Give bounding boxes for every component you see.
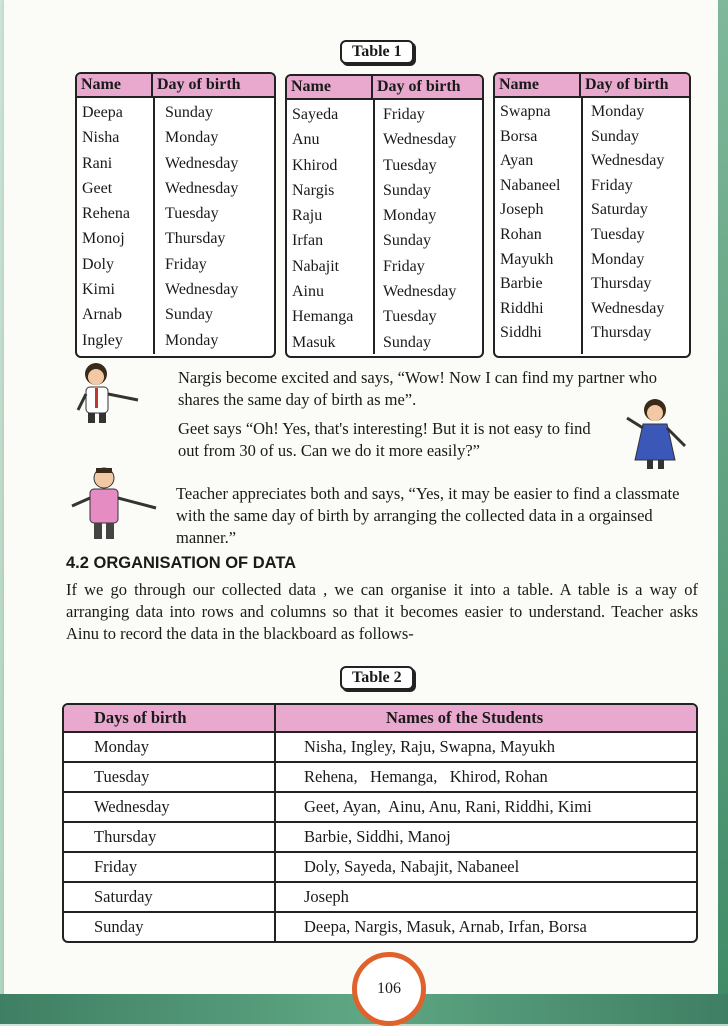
table-cell: Saturday [64, 883, 276, 911]
geet-dialogue: Geet says “Oh! Yes, that's interesting! But it is not easy to find out from 30 of us. Can we do it more easily?” [178, 419, 591, 460]
table-row [64, 883, 696, 913]
table-cell: Sayeda [292, 106, 339, 123]
table-cell: Sunday [165, 306, 213, 324]
table-cell: Geet, Ayan, Ainu, Anu, Rani, Riddhi, Kimi [304, 797, 592, 816]
table-cell: Swapna [500, 103, 551, 120]
table-cell: Thursday [165, 230, 226, 248]
table-cell: Barbie, Siddhi, Manoj [304, 827, 451, 846]
name-column-header: Name [77, 74, 153, 96]
table-cell: Friday [591, 176, 633, 194]
table1-header [77, 74, 274, 98]
table-cell: Tuesday [591, 225, 645, 243]
table-cell: Doly, Sayeda, Nabajit, Nabaneel [304, 857, 520, 876]
table-cell: Monday [165, 129, 219, 147]
table-cell: Riddhi [500, 299, 544, 317]
page-edge [718, 0, 728, 1024]
table-cell: Barbie [500, 275, 543, 293]
section-body: If we go through our collected data , we can organise it into a table. A table is a way of arranging data into rows and columns so that it becomes easier to understand. Teacher asks Ainu to record the data in the blackboard as follows- [66, 580, 698, 643]
table-cell: Friday [383, 257, 425, 275]
table1-block-2 [285, 74, 484, 358]
table-cell: Deepa [82, 104, 123, 121]
table-cell: Khirod [292, 156, 338, 174]
table-cell: Monday [383, 207, 437, 225]
girl-figure-icon [70, 360, 150, 425]
page-number [352, 952, 426, 1026]
table-cell: Rehena [82, 205, 130, 223]
table-cell: Geet [82, 179, 113, 197]
table-cell: Monoj [82, 230, 125, 248]
table-cell: Wednesday [165, 154, 239, 172]
table-cell: Friday [383, 106, 425, 123]
table-cell: Nabaneel [500, 176, 561, 194]
table-cell: Siddhi [500, 324, 542, 342]
table-cell: Thursday [64, 823, 276, 851]
table-cell: Sunday [591, 127, 639, 145]
table-row [64, 823, 696, 853]
name-column [495, 98, 583, 354]
day-column [375, 100, 460, 355]
table-row [64, 913, 696, 941]
name-column [77, 98, 155, 354]
table-cell: Nisha, Ingley, Raju, Swapna, Mayukh [304, 737, 555, 756]
table-cell: Rehena, Hemanga, Khirod, Rohan [304, 767, 548, 786]
table-cell: Monday [165, 331, 219, 349]
teacher-dialogue: Teacher appreciates both and says, “Yes, it may be easier to find a classmate with the same day of birth by arranging the collected data in a orgainsed manner.” [176, 484, 680, 547]
table-row [64, 793, 696, 823]
table-cell: Sunday [383, 232, 431, 250]
table1-block-1 [75, 72, 276, 358]
table-cell: Wednesday [165, 281, 239, 299]
table-row [64, 853, 696, 883]
table-cell: Rani [82, 154, 113, 172]
day-column [583, 98, 668, 354]
table-row [64, 733, 696, 763]
table-cell: Rohan [500, 225, 542, 243]
table-cell: Tuesday [165, 205, 219, 223]
table-cell: Friday [64, 853, 276, 881]
table-cell: Tuesday [64, 763, 276, 791]
name-column [287, 100, 375, 354]
table-cell: Ainu [292, 283, 324, 301]
day-column-header: Day of birth [585, 76, 669, 93]
day-column [155, 98, 242, 354]
table-cell: Nisha [82, 129, 120, 147]
table2 [62, 703, 698, 943]
name-column-header: Name [495, 74, 581, 96]
table-cell: Wednesday [64, 793, 276, 821]
table-cell: Kimi [82, 281, 115, 299]
table-cell: Ingley [82, 331, 123, 349]
table-cell: Irfan [292, 232, 324, 250]
table-cell: Borsa [500, 127, 538, 145]
table-cell: Sunday [383, 333, 431, 351]
table-cell: Sunday [64, 913, 276, 941]
table1-caption: Table 1 [340, 40, 414, 64]
table-cell: Joseph [500, 201, 544, 219]
table-cell: Wednesday [165, 179, 239, 197]
table-cell: Mayukh [500, 250, 554, 268]
table1-header [495, 74, 689, 98]
table-cell: Tuesday [383, 308, 437, 326]
table-cell: Monday [591, 103, 645, 120]
table2-caption: Table 2 [340, 666, 414, 690]
table-cell: Wednesday [591, 152, 665, 170]
table-cell: Thursday [591, 275, 652, 293]
table1-block-3 [493, 72, 691, 358]
table-cell: Nargis [292, 181, 335, 199]
table-cell: Wednesday [591, 299, 665, 317]
day-column-header: Day of birth [157, 76, 241, 93]
table-cell: Nabajit [292, 257, 340, 275]
table-cell: Deepa, Nargis, Masuk, Arnab, Irfan, Borsa [304, 917, 587, 936]
table-cell: Saturday [591, 201, 648, 219]
table-cell: Thursday [591, 324, 652, 342]
teacher-figure-icon [66, 462, 166, 542]
table-cell: Hemanga [292, 308, 354, 326]
table-cell: Wednesday [383, 131, 457, 149]
table-cell: Sunday [165, 104, 213, 121]
names-column-header: Names of the Students [386, 708, 544, 727]
table-cell: Masuk [292, 333, 336, 351]
nargis-dialogue: Nargis become excited and says, “Wow! Now I can find my partner who shares the same day of birth as me”. [178, 368, 658, 409]
name-column-header: Name [287, 76, 373, 98]
table-cell: Ayan [500, 152, 534, 170]
table-cell: Anu [292, 131, 320, 149]
table-cell: Arnab [82, 306, 122, 324]
table-cell: Tuesday [383, 156, 437, 174]
table-cell: Wednesday [383, 283, 457, 301]
days-column-header: Days of birth [64, 705, 276, 731]
table-cell: Raju [292, 207, 323, 225]
table-cell: Monday [591, 250, 645, 268]
table-row [64, 763, 696, 793]
table-cell: Doly [82, 255, 114, 273]
table1-header [287, 76, 482, 100]
day-column-header: Day of birth [377, 78, 461, 95]
table-cell: Monday [64, 733, 276, 761]
section-heading: 4.2 ORGANISATION OF DATA [66, 554, 297, 572]
table-cell: Joseph [304, 887, 349, 906]
page-number-text: 106 [377, 980, 401, 997]
table-cell: Friday [165, 255, 207, 273]
table-cell: Sunday [383, 181, 431, 199]
table2-header-row [64, 705, 696, 733]
